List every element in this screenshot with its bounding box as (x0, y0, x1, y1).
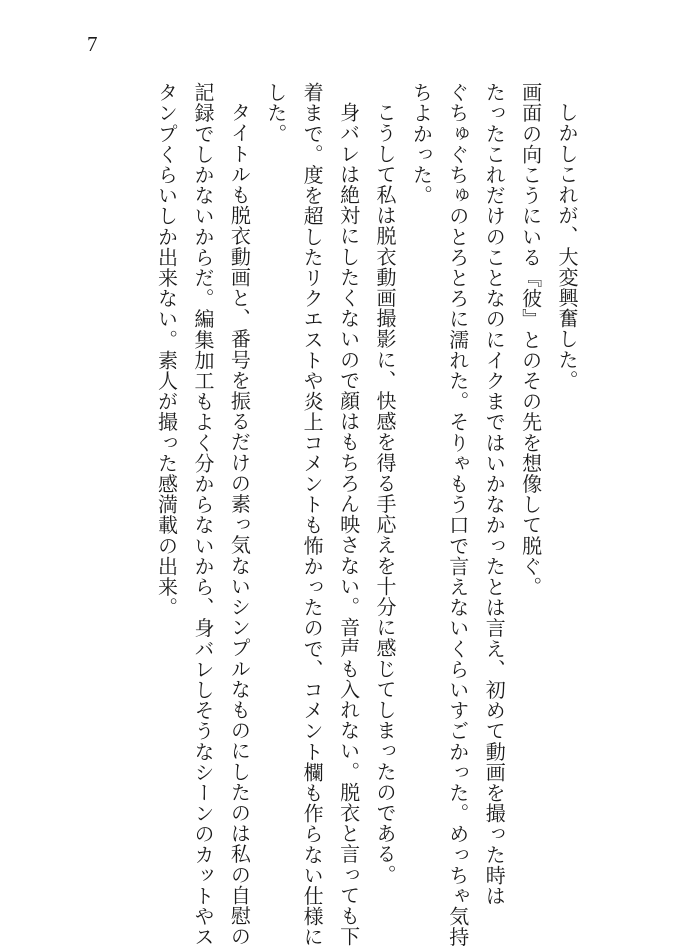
text-column: 身バレは絶対にしたくないので顔はもちろん映さない。音声も入れない。脱衣と言っても下 (336, 102, 361, 947)
text-column: タイトルも脱衣動画と、番号を振るだけの素っ気ないシンプルなものにしたのは私の自慰の (227, 102, 252, 947)
text-column: 着まで。度を超したリクエストや炎上コメントも怖かったので、コメント欄も作らない仕様に (300, 82, 325, 947)
text-column: しかしこれが、大変興奮した。 (555, 102, 579, 391)
text-column: ちよかった。 (409, 82, 434, 206)
text-column: こうして私は脱衣動画撮影に、快感を得る手応えを十分に感じてしまったのである。 (372, 102, 397, 885)
text-column: した。 (263, 82, 288, 144)
text-column: ぐちゅぐちゅのとろとろに濡れた。そりゃもう口で言えないくらいすごかった。めっちゃ気持 (445, 82, 470, 947)
text-column: タンプくらいしか出来ない。素人が撮った感満載の出来。 (154, 82, 179, 618)
text-column: たったこれだけのことなのにイクまではいかなかったとは言え、初めて動画を撮った時は (482, 82, 507, 906)
text-column: 画面の向こうにいる『彼』とのその先を想像して脱ぐ。 (518, 82, 543, 597)
vertical-text-body (148, 82, 585, 947)
text-column: 記録でしかないからだ。編集加工もよく分からないから、身バレしそうなシーンのカットやス (190, 82, 215, 947)
page-number: 7 (87, 32, 98, 56)
